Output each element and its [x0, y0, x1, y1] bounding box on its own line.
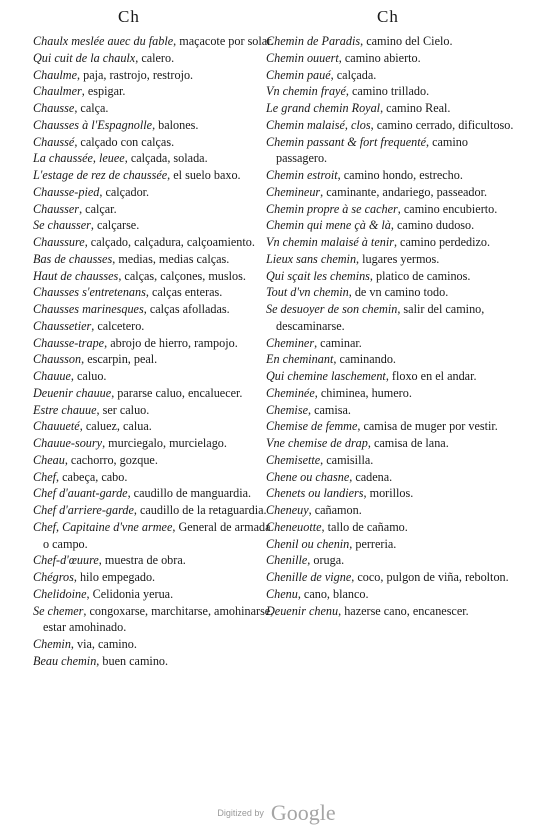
entry-headword: Chemin ouuert — [266, 50, 339, 65]
dictionary-entry — [266, 469, 516, 486]
entry-gloss: floxo en el andar. — [391, 369, 477, 383]
dictionary-entry — [33, 251, 277, 268]
dictionary-entry — [266, 569, 516, 586]
entry-headword: Qui sçait les chemins — [266, 268, 370, 283]
entry-gloss: hilo empegado. — [79, 570, 156, 584]
entry-separator: , — [369, 268, 377, 283]
entry-separator: , — [390, 218, 397, 233]
entry-separator: , — [351, 570, 358, 584]
dictionary-entry — [266, 201, 516, 218]
dictionary-entry — [33, 569, 277, 586]
entry-headword: Haut de chausses — [33, 268, 119, 283]
dictionary-entry — [266, 452, 516, 469]
dictionary-entry — [33, 134, 277, 151]
entry-headword: Chene ou chasne — [266, 469, 350, 484]
entry-gloss: Celidonia yerua. — [92, 586, 174, 601]
digitization-footer — [0, 800, 553, 826]
dictionary-entry — [266, 519, 516, 536]
entry-gloss: camisa de lana. — [373, 436, 449, 450]
entry-separator: , — [348, 285, 355, 300]
dictionary-entry — [266, 117, 516, 134]
dictionary-entry — [33, 201, 277, 218]
entry-separator: , — [397, 302, 404, 316]
entry-gloss: General de armada o campo. — [43, 519, 271, 551]
entry-gloss: escarpin, peal. — [87, 352, 158, 367]
entry-separator: , — [102, 436, 109, 450]
entry-separator: , — [127, 486, 134, 501]
dictionary-entry — [266, 351, 516, 368]
entry-gloss: camino dudoso. — [397, 218, 475, 233]
entry-headword: Vne chemise de drap — [266, 436, 368, 450]
entry-gloss: morillos. — [369, 486, 414, 501]
entry-gloss: caudillo de manguardia. — [133, 486, 252, 501]
entry-separator: , — [370, 117, 377, 132]
dictionary-entry — [266, 268, 516, 285]
entry-separator: , — [79, 201, 86, 216]
entry-gloss: camino abierto. — [344, 50, 421, 65]
entry-gloss: cabeça, cabo. — [62, 469, 128, 484]
dictionary-entry — [266, 586, 516, 603]
dictionary-entry — [33, 502, 277, 519]
dictionary-entry — [266, 217, 516, 234]
entry-separator: , — [426, 134, 433, 149]
entry-separator: , — [360, 34, 367, 48]
entry-gloss: camino cerrado, dificultoso. — [376, 117, 514, 132]
entry-separator: , — [349, 536, 356, 551]
dictionary-entry — [33, 418, 277, 435]
dictionary-entry — [266, 234, 516, 251]
dictionary-entry — [33, 184, 277, 201]
google-logo: Google — [270, 800, 336, 825]
dictionary-entry — [33, 469, 277, 486]
entry-separator: , — [321, 519, 328, 534]
entry-headword: Chelidoine — [33, 586, 87, 601]
entry-separator: , — [96, 653, 103, 668]
entry-headword: Chausse — [33, 101, 75, 115]
entry-headword: Chausses marinesques — [33, 302, 144, 316]
entry-headword: Chemin — [33, 637, 71, 651]
entry-headword: Qui cuit de la chaulx — [33, 50, 136, 65]
right-running-head: Ch — [377, 7, 399, 26]
entry-headword: Chemin qui mene çà & là — [266, 218, 391, 233]
dictionary-entry — [33, 435, 277, 452]
entry-headword: Chaulme — [33, 67, 78, 82]
entry-gloss: chiminea, humero. — [320, 385, 412, 400]
dictionary-entry — [33, 385, 277, 402]
entry-separator: , — [397, 201, 404, 216]
entry-gloss: coco, pulgon de viña, rebolton. — [357, 570, 509, 584]
entry-separator: , — [314, 335, 321, 350]
entry-gloss: lugares yermos. — [362, 251, 440, 266]
entry-separator: , — [173, 34, 180, 48]
entry-gloss: congoxarse, marchitarse, amohinarse, estar amohinado. — [43, 603, 274, 635]
entry-headword: Chemisette — [266, 452, 321, 467]
entry-separator: , — [356, 251, 363, 266]
entry-headword: Chemin malaisé, clos — [266, 117, 371, 132]
entry-separator: , — [338, 603, 345, 618]
entry-gloss: calças afolladas. — [149, 302, 230, 316]
entry-headword: Chef d'arriere-garde — [33, 503, 134, 517]
dictionary-entry — [33, 150, 277, 167]
entry-gloss: muestra de obra. — [104, 553, 186, 568]
dictionary-entry — [266, 301, 516, 335]
entry-gloss: calçarse. — [96, 218, 140, 233]
entry-separator: , — [297, 586, 304, 601]
dictionary-entry — [266, 603, 516, 620]
entry-separator: , — [320, 184, 327, 199]
entry-headword: Chaulmer — [33, 84, 82, 99]
dictionary-entry — [33, 268, 277, 285]
entry-separator: , — [143, 302, 150, 316]
entry-gloss: maçacote por solar. — [179, 34, 274, 48]
entry-headword: Chausses à l'Espagnolle — [33, 117, 153, 132]
entry-gloss: caminante, andariego, passeador. — [326, 184, 488, 199]
dictionary-entry — [266, 485, 516, 502]
entry-headword: Chenille de vigne — [266, 570, 352, 584]
entry-headword: Tout d'vn chemin — [266, 285, 349, 300]
dictionary-entry — [266, 418, 516, 435]
dictionary-entry — [33, 452, 277, 469]
entry-headword: Chenille — [266, 553, 308, 568]
entry-separator: , — [84, 235, 91, 249]
entry-gloss: calçador. — [105, 184, 150, 199]
entry-gloss: calcetero. — [97, 318, 145, 333]
entry-separator: , — [337, 168, 344, 182]
entry-separator: , — [104, 335, 111, 350]
dictionary-entry — [33, 217, 277, 234]
entry-headword: Cheminée — [266, 385, 315, 400]
entry-headword: Chenets ou landiers — [266, 486, 364, 501]
entry-separator: , — [86, 586, 93, 601]
entry-gloss: caminar. — [320, 335, 362, 350]
entry-headword: Chef-d'œuure — [33, 553, 99, 568]
entry-gloss: perreria. — [355, 536, 397, 551]
entry-gloss: pararse caluo, encaluecer. — [117, 385, 243, 400]
entry-separator: , — [345, 84, 352, 99]
entry-headword: Se chausser — [33, 218, 91, 233]
dictionary-entry — [266, 552, 516, 569]
dictionary-entry — [266, 134, 516, 168]
dictionary-entry — [33, 351, 277, 368]
entry-gloss: calçado con calças. — [80, 134, 175, 149]
entry-gloss: balones. — [158, 117, 199, 132]
entry-headword: Cheminer — [266, 335, 315, 350]
entry-separator: , — [349, 469, 356, 484]
entry-separator: , — [167, 168, 174, 182]
entry-separator: , — [112, 251, 119, 266]
dictionary-entry — [266, 368, 516, 385]
entry-headword: Chausses s'entretenans — [33, 285, 146, 300]
entry-gloss: murciegalo, murcielago. — [108, 436, 227, 450]
entry-separator: , — [320, 452, 327, 467]
entry-gloss: via, camino. — [77, 637, 137, 651]
entry-separator: , — [77, 67, 84, 82]
entry-headword: Chemin propre à se cacher — [266, 201, 398, 216]
entry-gloss: ser caluo. — [102, 402, 150, 417]
dictionary-entry — [266, 67, 516, 84]
entry-headword: Chausser — [33, 201, 80, 216]
entry-separator: , — [363, 486, 370, 501]
entry-headword: Deuenir chenu — [266, 603, 339, 618]
dictionary-entry — [33, 402, 277, 419]
entry-headword: Chemise — [266, 402, 308, 417]
dictionary-entry — [33, 368, 277, 385]
digitized-by-text: Digitized by — [217, 808, 264, 818]
dictionary-entry — [33, 117, 277, 134]
entry-gloss: buen camino. — [102, 653, 169, 668]
dictionary-entry — [33, 100, 277, 117]
entry-headword: Cheneuy — [266, 503, 309, 517]
entry-headword: Chauueté — [33, 419, 80, 434]
entry-headword: Chemin passant & fort frequenté — [266, 134, 427, 149]
entry-headword: Chemise de femme — [266, 419, 358, 434]
dictionary-entry — [266, 33, 516, 50]
entry-headword: Chaussé — [33, 134, 75, 149]
entry-headword: Chausse-pied — [33, 184, 100, 199]
dictionary-entry — [33, 586, 277, 603]
entry-gloss: hazerse cano, encanescer. — [344, 603, 469, 618]
entry-separator: , — [380, 101, 387, 115]
entry-gloss: abrojo de hierro, rampojo. — [110, 335, 238, 350]
entry-separator: , — [307, 553, 314, 568]
entry-gloss: camino encubierto. — [403, 201, 498, 216]
entry-separator: , — [70, 369, 78, 383]
entry-gloss: salir del camino, descaminarse. — [276, 302, 485, 333]
entry-gloss: camino hondo, estrecho. — [343, 168, 463, 182]
entry-headword: Chaussure — [33, 235, 85, 249]
entry-headword: Chemin de Paradis — [266, 34, 361, 48]
entry-headword: Le grand chemin Royal — [266, 101, 381, 115]
left-running-head: Ch — [118, 7, 140, 26]
dictionary-entry — [33, 335, 277, 352]
entry-gloss: camisa de muger por vestir. — [363, 419, 498, 434]
dictionary-entry — [33, 50, 277, 67]
entry-headword: Chausson — [33, 352, 82, 367]
dictionary-entry — [266, 83, 516, 100]
entry-gloss: oruga. — [313, 553, 345, 568]
entry-separator: , — [79, 419, 86, 434]
entry-headword: Chemin paué — [266, 67, 331, 82]
dictionary-entry — [266, 435, 516, 452]
entry-separator: , — [74, 134, 81, 149]
entry-separator: , — [56, 469, 63, 484]
entry-gloss: cachorro, gozque. — [70, 452, 158, 467]
entry-gloss: platico de caminos. — [376, 268, 471, 283]
entry-headword: Chausse-trape — [33, 335, 105, 350]
dictionary-entry — [33, 603, 277, 637]
entry-gloss: paja, rastrojo, restrojo. — [83, 67, 194, 82]
entry-headword: Qui chemine laschement — [266, 369, 386, 383]
entry-headword: Chaulx meslée auec du fable — [33, 34, 174, 48]
entry-separator: , — [393, 235, 401, 249]
dictionary-entry — [33, 485, 277, 502]
entry-gloss: medias, medias calças. — [118, 251, 230, 266]
entry-headword: En cheminant — [266, 352, 334, 367]
dictionary-entry — [33, 653, 277, 670]
dictionary-entry — [33, 519, 277, 553]
entry-separator: , — [124, 151, 131, 166]
entry-headword: Beau chemin — [33, 653, 97, 668]
entry-gloss: calça. — [80, 101, 109, 115]
entry-headword: Chenil ou chenin — [266, 536, 350, 551]
entry-gloss: calçada, solada. — [130, 151, 208, 166]
entry-gloss: calças enteras. — [151, 285, 223, 300]
entry-headword: Chauue-soury — [33, 436, 103, 450]
entry-separator: , — [308, 503, 315, 517]
entry-separator: , — [83, 603, 90, 618]
entry-gloss: cañamon. — [314, 503, 362, 517]
entry-gloss: camisa. — [314, 402, 351, 417]
entry-gloss: camino Real. — [386, 101, 451, 115]
entry-gloss: tallo de cañamo. — [327, 519, 408, 534]
entry-headword: Deuenir chauue — [33, 385, 112, 400]
entry-gloss: calçado, calçadura, calçoamiento. — [90, 235, 255, 249]
entry-separator: , — [367, 436, 374, 450]
entry-gloss: el suelo baxo. — [173, 168, 241, 182]
dictionary-entry — [266, 167, 516, 184]
dictionary-entry — [266, 50, 516, 67]
entry-headword: Cheneuotte — [266, 519, 322, 534]
entry-gloss: calçar. — [85, 201, 117, 216]
entry-separator: , — [338, 50, 345, 65]
entry-headword: Bas de chausses — [33, 251, 113, 266]
entry-headword: La chaussée, leuee — [33, 151, 125, 166]
dictionary-entry — [33, 234, 277, 251]
entry-headword: Se desuoyer de son chemin — [266, 302, 398, 316]
entry-gloss: cadena. — [355, 469, 393, 484]
entry-gloss: calçada. — [336, 67, 377, 82]
entry-gloss: espigar. — [87, 84, 126, 99]
dictionary-entry — [266, 284, 516, 301]
entry-headword: Vn chemin frayé — [266, 84, 346, 99]
entry-gloss: caminando. — [339, 352, 396, 367]
dictionary-entry — [266, 184, 516, 201]
entry-separator: , — [70, 637, 78, 651]
entry-headword: Chaussetier — [33, 318, 92, 333]
entry-headword: Chef d'auant-garde — [33, 486, 128, 501]
entry-gloss: de vn camino todo. — [354, 285, 449, 300]
dictionary-entry — [33, 284, 277, 301]
dictionary-entry — [33, 83, 277, 100]
entry-headword: Chauue — [33, 369, 71, 383]
dictionary-entry — [33, 301, 277, 318]
entry-gloss: calças, calçones, muslos. — [124, 268, 246, 283]
dictionary-entry — [266, 385, 516, 402]
entry-separator: , — [99, 184, 106, 199]
entry-gloss: camino trillado. — [351, 84, 430, 99]
entry-headword: Lieux sans chemin — [266, 251, 357, 266]
entry-headword: Se chemer — [33, 603, 84, 618]
entry-separator: , — [81, 352, 88, 367]
dictionary-entry — [33, 67, 277, 84]
entry-gloss: cano, blanco. — [303, 586, 369, 601]
entry-gloss: caluo. — [77, 369, 107, 383]
entry-separator: , — [96, 402, 103, 417]
entry-separator: , — [333, 352, 340, 367]
dictionary-entry — [266, 502, 516, 519]
right-column — [266, 33, 516, 619]
entry-separator: , — [307, 402, 315, 417]
entry-gloss: camisilla. — [326, 452, 374, 467]
left-column — [33, 33, 277, 670]
entry-headword: Chef, Capitaine d'vne armee — [33, 519, 173, 534]
dictionary-entry — [266, 251, 516, 268]
entry-separator: , — [385, 369, 392, 383]
entry-headword: Chemin estroit — [266, 168, 338, 182]
entry-separator: , — [81, 84, 88, 99]
dictionary-entry — [33, 552, 277, 569]
entry-separator: , — [145, 285, 152, 300]
entry-separator: , — [172, 519, 179, 534]
entry-headword: Vn chemin malaisé à tenir — [266, 235, 394, 249]
entry-separator: , — [357, 419, 364, 434]
dictionary-entry — [33, 636, 277, 653]
entry-separator: , — [133, 503, 140, 517]
entry-separator: , — [73, 570, 80, 584]
dictionary-entry — [33, 318, 277, 335]
entry-separator: , — [74, 101, 81, 115]
entry-separator: , — [90, 218, 97, 233]
entry-separator: , — [314, 385, 321, 400]
entry-headword: L'estage de rez de chaussée — [33, 168, 168, 182]
entry-headword: Chef — [33, 469, 57, 484]
entry-separator: , — [91, 318, 98, 333]
dictionary-entry — [33, 33, 277, 50]
dictionary-entry — [266, 536, 516, 553]
entry-gloss: calero. — [141, 50, 175, 65]
dictionary-entry — [266, 335, 516, 352]
entry-separator: , — [152, 117, 159, 132]
entry-headword: Chemineur — [266, 184, 321, 199]
entry-separator: , — [111, 385, 118, 400]
entry-separator: , — [330, 67, 337, 82]
entry-headword: Chenu — [266, 586, 298, 601]
entry-separator: , — [118, 268, 125, 283]
dictionary-entry — [266, 100, 516, 117]
entry-gloss: camino perdedizo. — [400, 235, 491, 249]
entry-separator: , — [64, 452, 71, 467]
entry-headword: Estre chauue — [33, 402, 97, 417]
entry-gloss: caudillo de la retaguardia. — [139, 503, 267, 517]
entry-gloss: camino passagero. — [276, 134, 468, 166]
dictionary-entry — [33, 167, 277, 184]
entry-headword: Chégros — [33, 570, 74, 584]
entry-separator: , — [98, 553, 105, 568]
entry-gloss: caluez, calua. — [85, 419, 152, 434]
entry-headword: Cheau — [33, 452, 65, 467]
entry-gloss: camino del Cielo. — [366, 34, 453, 48]
dictionary-entry — [266, 402, 516, 419]
entry-separator: , — [135, 50, 142, 65]
